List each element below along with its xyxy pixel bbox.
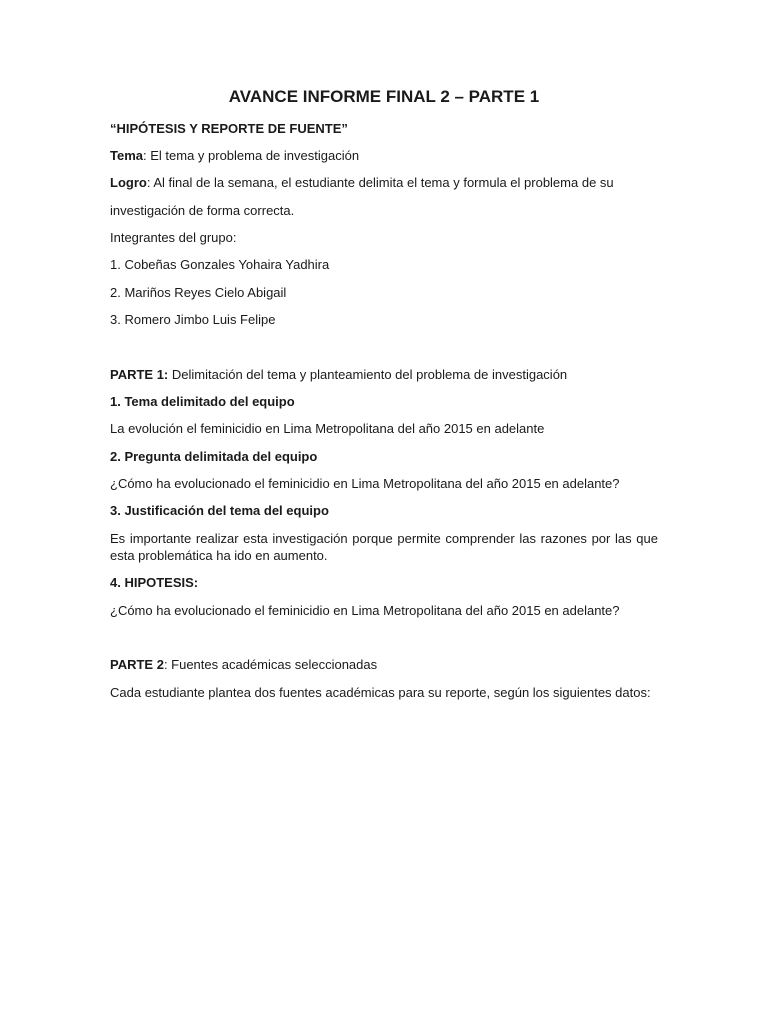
parte1-label: PARTE 1:: [110, 367, 169, 382]
logro-text-line2: investigación de forma correcta.: [110, 203, 295, 218]
member-item: 1. Cobeñas Gonzales Yohaira Yadhira: [110, 257, 330, 272]
section4-heading: 4. HIPOTESIS:: [110, 575, 199, 590]
logro-label: Logro: [110, 175, 147, 190]
parte2-label: PARTE 2: [110, 657, 164, 672]
logro-line: [110, 174, 658, 191]
tema-text: : El tema y problema de investigación: [143, 148, 360, 163]
document-title: AVANCE INFORME FINAL 2 – PARTE 1: [228, 87, 540, 106]
logro-text-line1: : Al final de la semana, el estudiante delimita el tema y formula el problema de su: [146, 175, 614, 190]
tema-line: [110, 147, 658, 164]
section4-body: ¿Cómo ha evolucionado el feminicidio en Lima Metropolitana del año 2015 en adelante?: [110, 603, 620, 618]
parte1-text: Delimitación del tema y planteamiento del problema de investigación: [168, 367, 568, 382]
group-heading: Integrantes del grupo:: [110, 230, 237, 245]
closing-paragraph: Cada estudiante plantea dos fuentes académicas para su reporte, según los siguientes datos:: [110, 685, 651, 700]
document-subtitle: “HIPÓTESIS Y REPORTE DE FUENTE”: [110, 121, 348, 136]
member-item: 2. Mariños Reyes Cielo Abigail: [110, 285, 287, 300]
section2-body: ¿Cómo ha evolucionado el feminicidio en Lima Metropolitana del año 2015 en adelante?: [110, 476, 620, 491]
section3-body: Es importante realizar esta investigación porque permite comprender las razones por las que esta problemática ha ido en aumento.: [110, 531, 658, 563]
section1-heading: 1. Tema delimitado del equipo: [110, 394, 295, 409]
parte2-text: : Fuentes académicas seleccionadas: [163, 657, 378, 672]
section3-heading: 3. Justificación del tema del equipo: [110, 503, 329, 518]
tema-label: Tema: [110, 148, 143, 163]
parte1-line: [110, 366, 658, 383]
section1-body: La evolución el feminicidio en Lima Metropolitana del año 2015 en adelante: [110, 421, 545, 436]
section2-heading: 2. Pregunta delimitada del equipo: [110, 449, 318, 464]
parte2-line: [110, 656, 658, 673]
member-item: 3. Romero Jimbo Luis Felipe: [110, 312, 276, 327]
